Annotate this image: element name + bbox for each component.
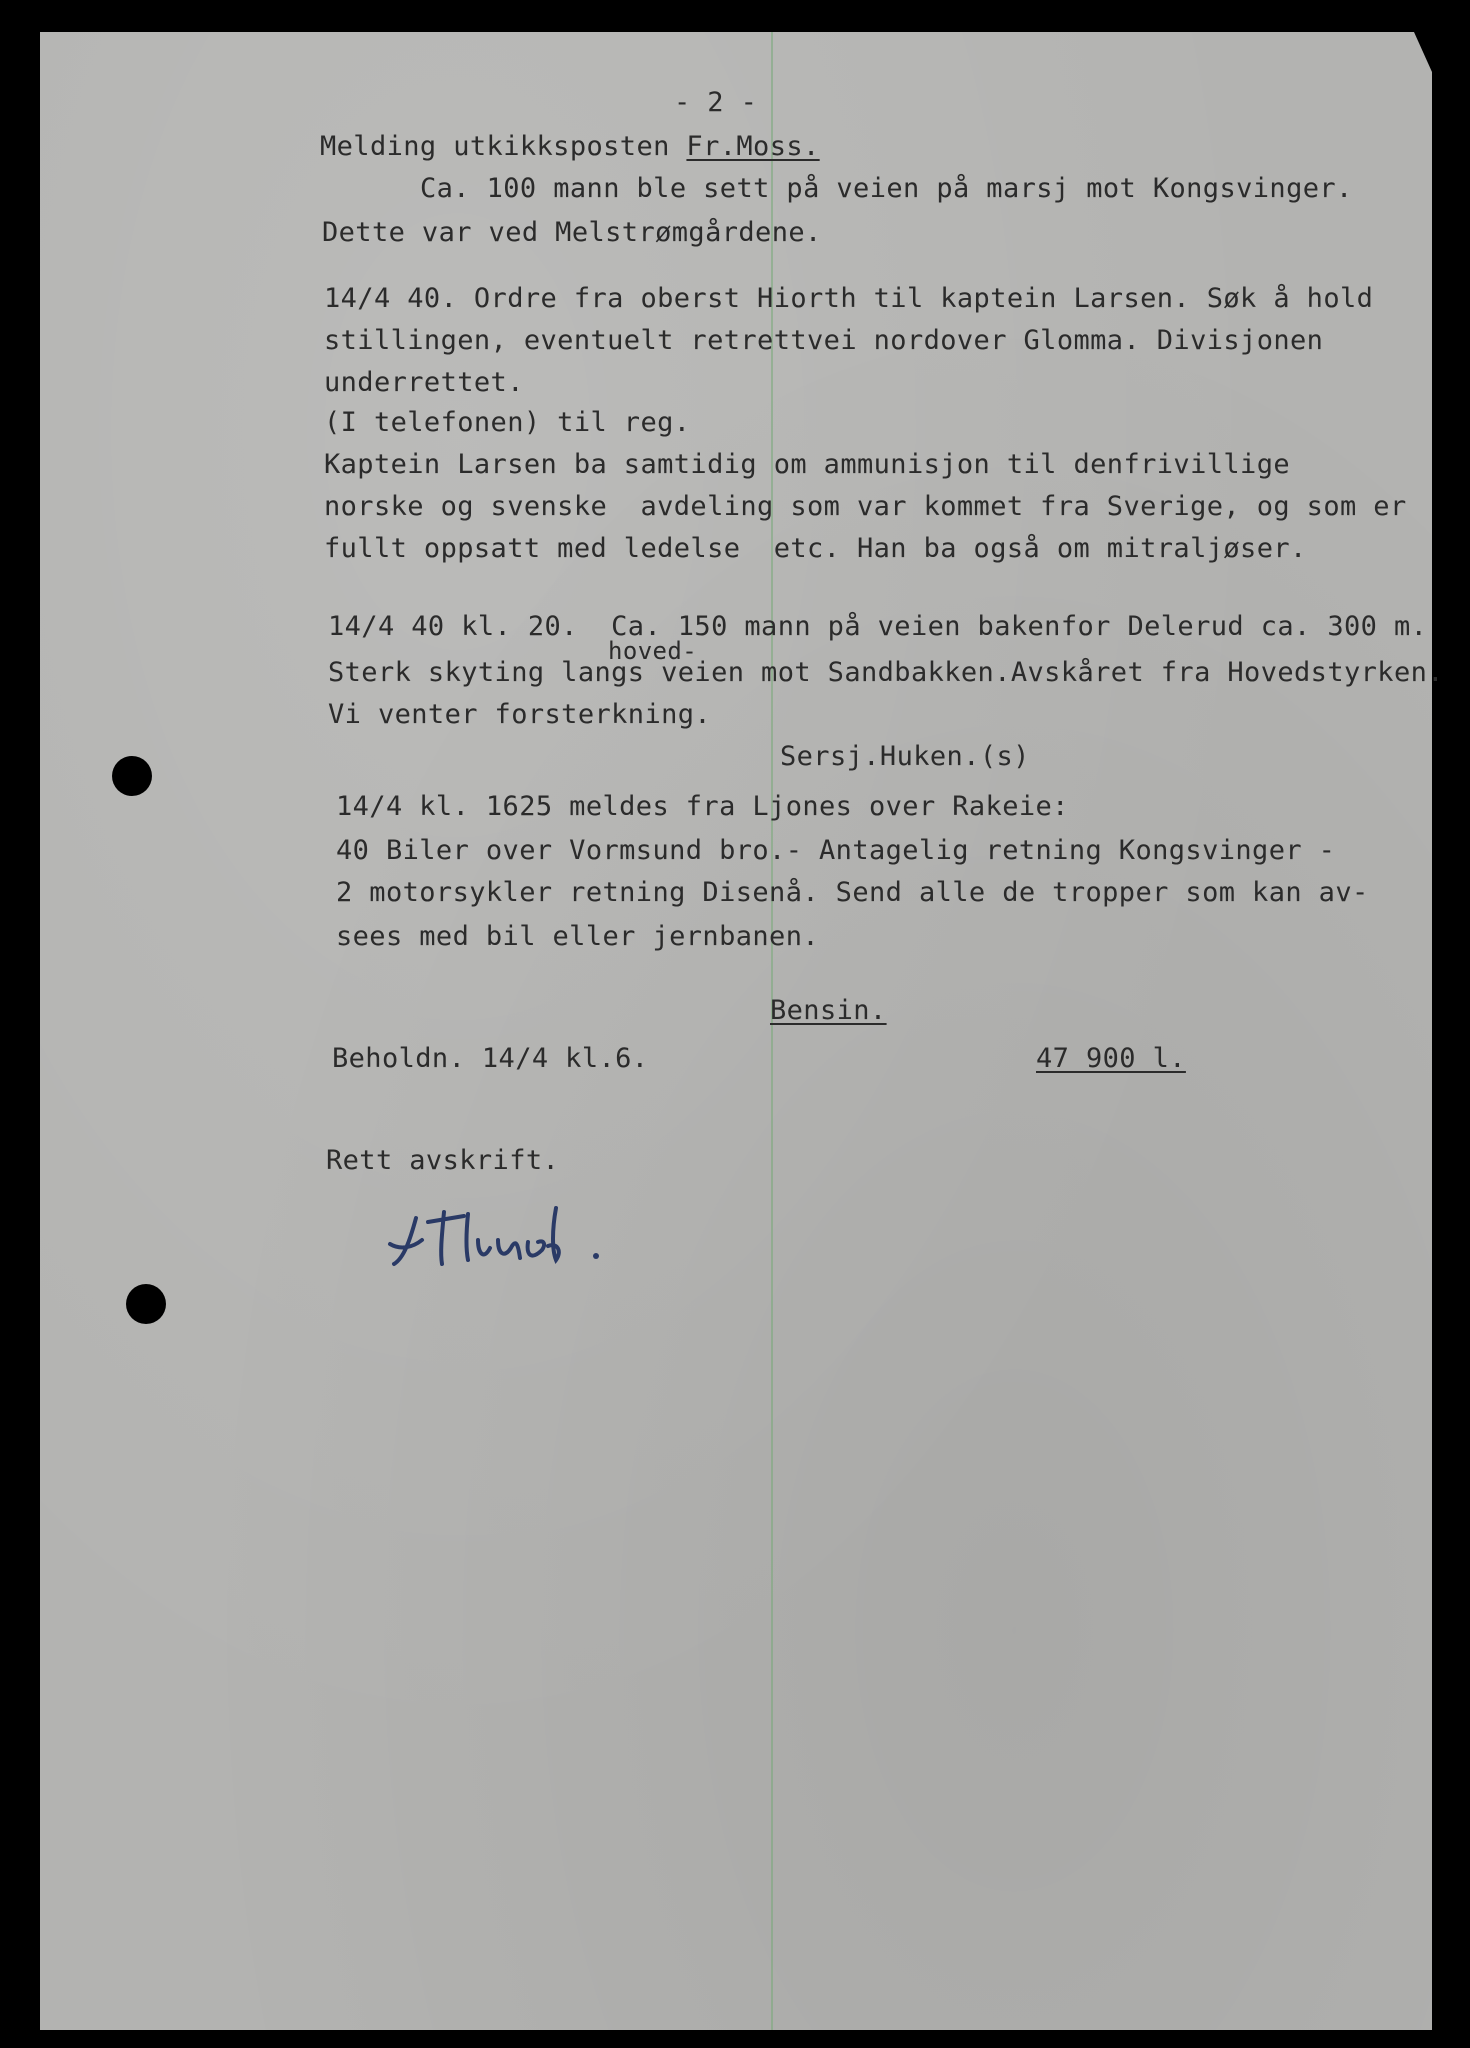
paragraph4-line: 14/4 kl. 1625 meldes fra Ljones over Rakeie:: [336, 791, 1069, 822]
paragraph2-line: underrettet.: [324, 367, 524, 398]
fuel-amount: 47 900 l.: [1036, 1043, 1186, 1074]
heading: [320, 132, 820, 162]
heading-prefix: Melding utkikksposten: [320, 131, 687, 162]
fuel-title: Bensin.: [770, 995, 887, 1026]
paragraph3-line: 14/4 40 kl. 20. Ca. 150 mann på veien bakenfor Delerud ca. 300 m.: [328, 611, 1428, 642]
handwritten-signature: [386, 1200, 626, 1280]
folded-corner: [1414, 32, 1432, 72]
page-number: - 2 -: [674, 87, 758, 118]
paragraph1-line: Dette var ved Melstrømgårdene.: [322, 217, 822, 248]
punch-hole-top: [112, 756, 152, 796]
paragraph2-line: norske og svenske avdeling som var kommet fra Sverige, og som er: [324, 491, 1407, 522]
paragraph2-line: 14/4 40. Ordre fra oberst Hiorth til kaptein Larsen. Søk å hold: [324, 283, 1374, 314]
paragraph2-line: Kaptein Larsen ba samtidig om ammunisjon til denfrivillige: [324, 449, 1291, 480]
paragraph2-line: fullt oppsatt med ledelse etc. Han ba også om mitraljøser.: [324, 533, 1307, 564]
certified-copy: Rett avskrift.: [326, 1145, 560, 1176]
paragraph3-line: Sterk skyting langs veien mot Sandbakken.Avskåret fra Hovedstyrken.: [328, 657, 1444, 688]
paragraph3-signed: Sersj.Huken.(s): [780, 741, 1030, 772]
paragraph3-insert: hoved-: [608, 637, 698, 665]
paragraph3-line: Vi venter forsterkning.: [328, 699, 712, 730]
paragraph4-line: sees med bil eller jernbanen.: [336, 921, 820, 952]
document-page: [40, 32, 1444, 2030]
punch-hole-bottom: [126, 1284, 166, 1324]
paragraph4-line: 40 Biler over Vormsund bro.- Antagelig retning Kongsvinger -: [336, 835, 1336, 866]
paragraph1-line: Ca. 100 mann ble sett på veien på marsj mot Kongsvinger.: [420, 173, 1353, 204]
heading-name: Fr.Moss.: [686, 131, 820, 162]
fuel-label: Beholdn. 14/4 kl.6.: [332, 1043, 649, 1074]
paragraph2-line: stillingen, eventuelt retrettvei nordover Glomma. Divisjonen: [324, 325, 1324, 356]
paragraph2-line: (I telefonen) til reg.: [324, 407, 691, 438]
paragraph4-line: 2 motorsykler retning Disenå. Send alle de tropper som kan av-: [336, 877, 1369, 908]
